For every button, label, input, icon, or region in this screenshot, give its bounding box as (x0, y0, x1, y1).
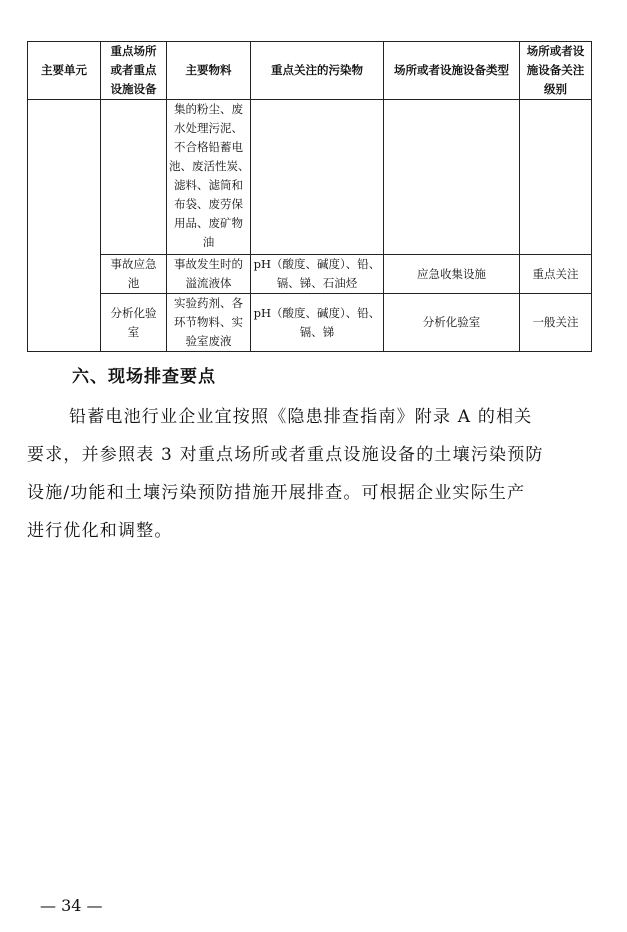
paragraph-line: 要求，并参照表 3 对重点场所或者重点设施设备的土壤污染预防 (27, 445, 544, 465)
type-cell (384, 100, 520, 255)
header-attention-level: 场所或者设 施设备关注 级别 (520, 42, 592, 100)
paragraph-line: 设施/功能和土壤污染预防措施开展排查。可根据企业实际生产 (27, 483, 526, 503)
section-title: 六、现场排查要点 (72, 367, 216, 387)
material-cell: 实验药剂、各 环节物料、实 验室废液 (167, 294, 251, 352)
table-header-row (28, 42, 592, 100)
level-cell: 重点关注 (520, 255, 592, 294)
place-cell (101, 100, 167, 255)
place-cell: 分析化验 室 (101, 294, 167, 352)
table-row (28, 255, 592, 294)
material-cell: 事故发生时的 溢流液体 (167, 255, 251, 294)
header-key-pollutant: 重点关注的污染物 (251, 42, 384, 100)
type-cell: 应急收集设施 (384, 255, 520, 294)
header-main-material: 主要物料 (167, 42, 251, 100)
type-cell: 分析化验室 (384, 294, 520, 352)
place-cell: 事故应急 池 (101, 255, 167, 294)
page-number: — 34 — (40, 896, 103, 915)
body-paragraph (27, 398, 597, 550)
header-main-unit: 主要单元 (28, 42, 101, 100)
main-unit-cell (28, 100, 101, 352)
header-facility-type: 场所或者设施设备类型 (384, 42, 520, 100)
pollutant-cell: pH（酸度、碱度）、铅、 镉、锑 (251, 294, 384, 352)
paragraph-line: 铅蓄电池行业企业宜按照《隐患排查指南》附录 A 的相关 (69, 407, 533, 427)
header-key-place: 重点场所 或者重点 设施设备 (101, 42, 167, 100)
level-cell (520, 100, 592, 255)
pollutant-cell: pH（酸度、碱度）、铅、 镉、锑、石油烃 (251, 255, 384, 294)
paragraph-line: 进行优化和调整。 (27, 521, 173, 541)
table-row (28, 294, 592, 352)
soil-pollution-table (27, 41, 592, 352)
material-cell: 集的粉尘、废 水处理污泥、 不合格铅蓄电 池、废活性炭、 滤料、滤筒和 布袋、废劳保 用品、废矿物 油 (167, 100, 251, 255)
table-row (28, 100, 592, 255)
level-cell: 一般关注 (520, 294, 592, 352)
pollutant-cell (251, 100, 384, 255)
